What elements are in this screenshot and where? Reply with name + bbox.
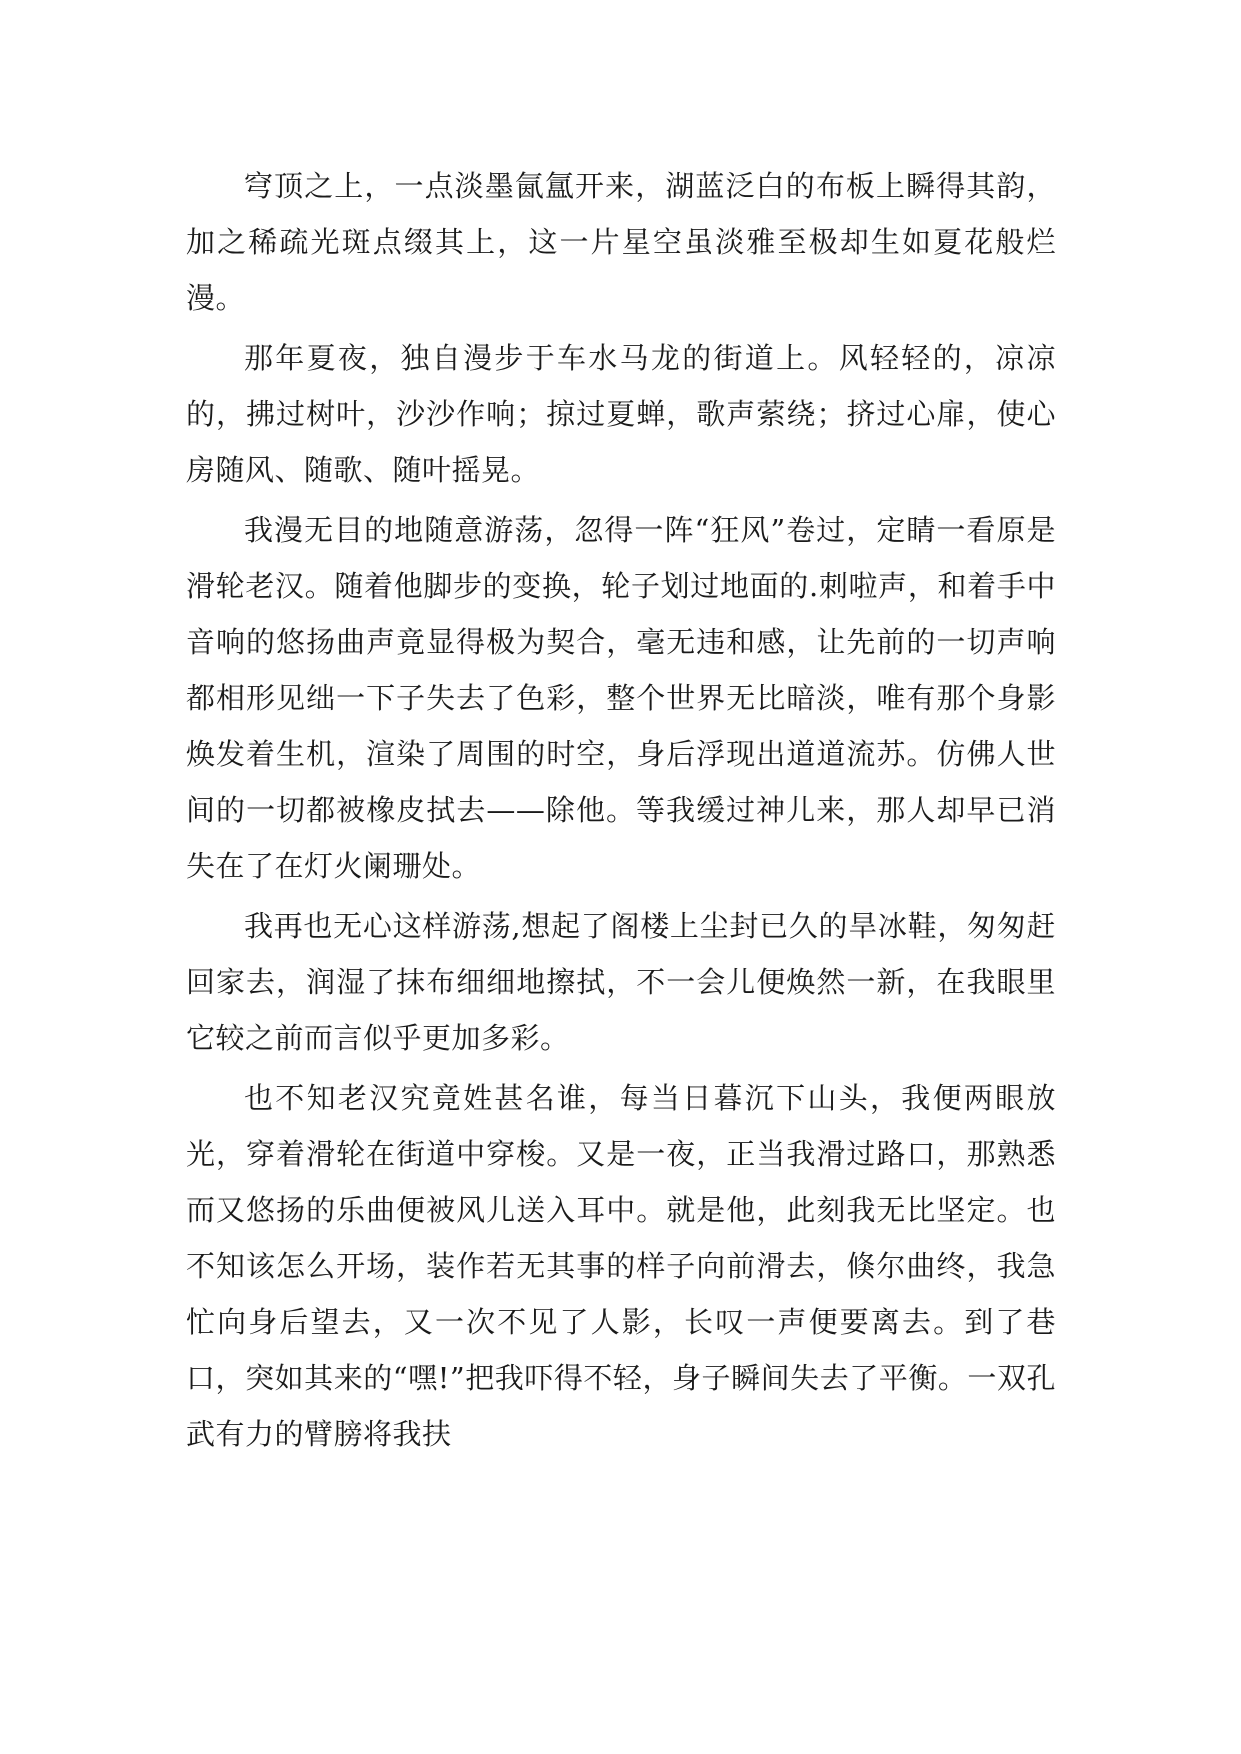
paragraph-roller-man: 我漫无目的地随意游荡，忽得一阵“狂风”卷过，定睛一看原是滑轮老汉。随着他脚步的变换，轮子划过地面的.刺啦声，和着手中音响的悠扬曲声竟显得极为契合，毫无违和感，让先前的一切声响都相形见绌一下子失去了色彩，整个世界无比暗淡，唯有那个身影焕发着生机，渲染了周围的时空，身后浮现出道道流苏。仿佛人世间的一切都被橡皮拭去——除他。等我缓过神儿来，那人却早已消失在了在灯火阑珊处。 — [186, 513, 1056, 883]
paragraph-skates: 我再也无心这样游荡,想起了阁楼上尘封已久的旱冰鞋，匆匆赶回家去，润湿了抹布细细地擦拭，不一会儿便焕然一新，在我眼里它较之前而言似乎更加多彩。 — [186, 909, 1056, 1055]
paragraph-starry-sky: 穹顶之上，一点淡墨氤氲开来，湖蓝泛白的布板上瞬得其韵，加之稀疏光斑点缀其上，这一片星空虽淡雅至极却生如夏花般烂漫。 — [186, 169, 1056, 315]
paragraph-encounter: 也不知老汉究竟姓甚名谁，每当日暮沉下山头，我便两眼放光，穿着滑轮在街道中穿梭。又是一夜，正当我滑过路口，那熟悉而又悠扬的乐曲便被风儿送入耳中。就是他，此刻我无比坚定。也不知该怎么开场，装作若无其事的样子向前滑去，倏尔曲终，我急忙向身后望去，又一次不见了人影，长叹一声便要离去。到了巷口，突如其来的“嘿!”把我吓得不轻，身子瞬间失去了平衡。一双孔武有力的臂膀将我扶 — [186, 1081, 1056, 1451]
article-body — [186, 158, 1056, 1466]
paragraph-summer-night: 那年夏夜，独自漫步于车水马龙的街道上。风轻轻的，凉凉的，拂过树叶，沙沙作响；掠过夏蝉，歌声萦绕；挤过心扉，使心房随风、随歌、随叶摇晃。 — [186, 341, 1056, 487]
